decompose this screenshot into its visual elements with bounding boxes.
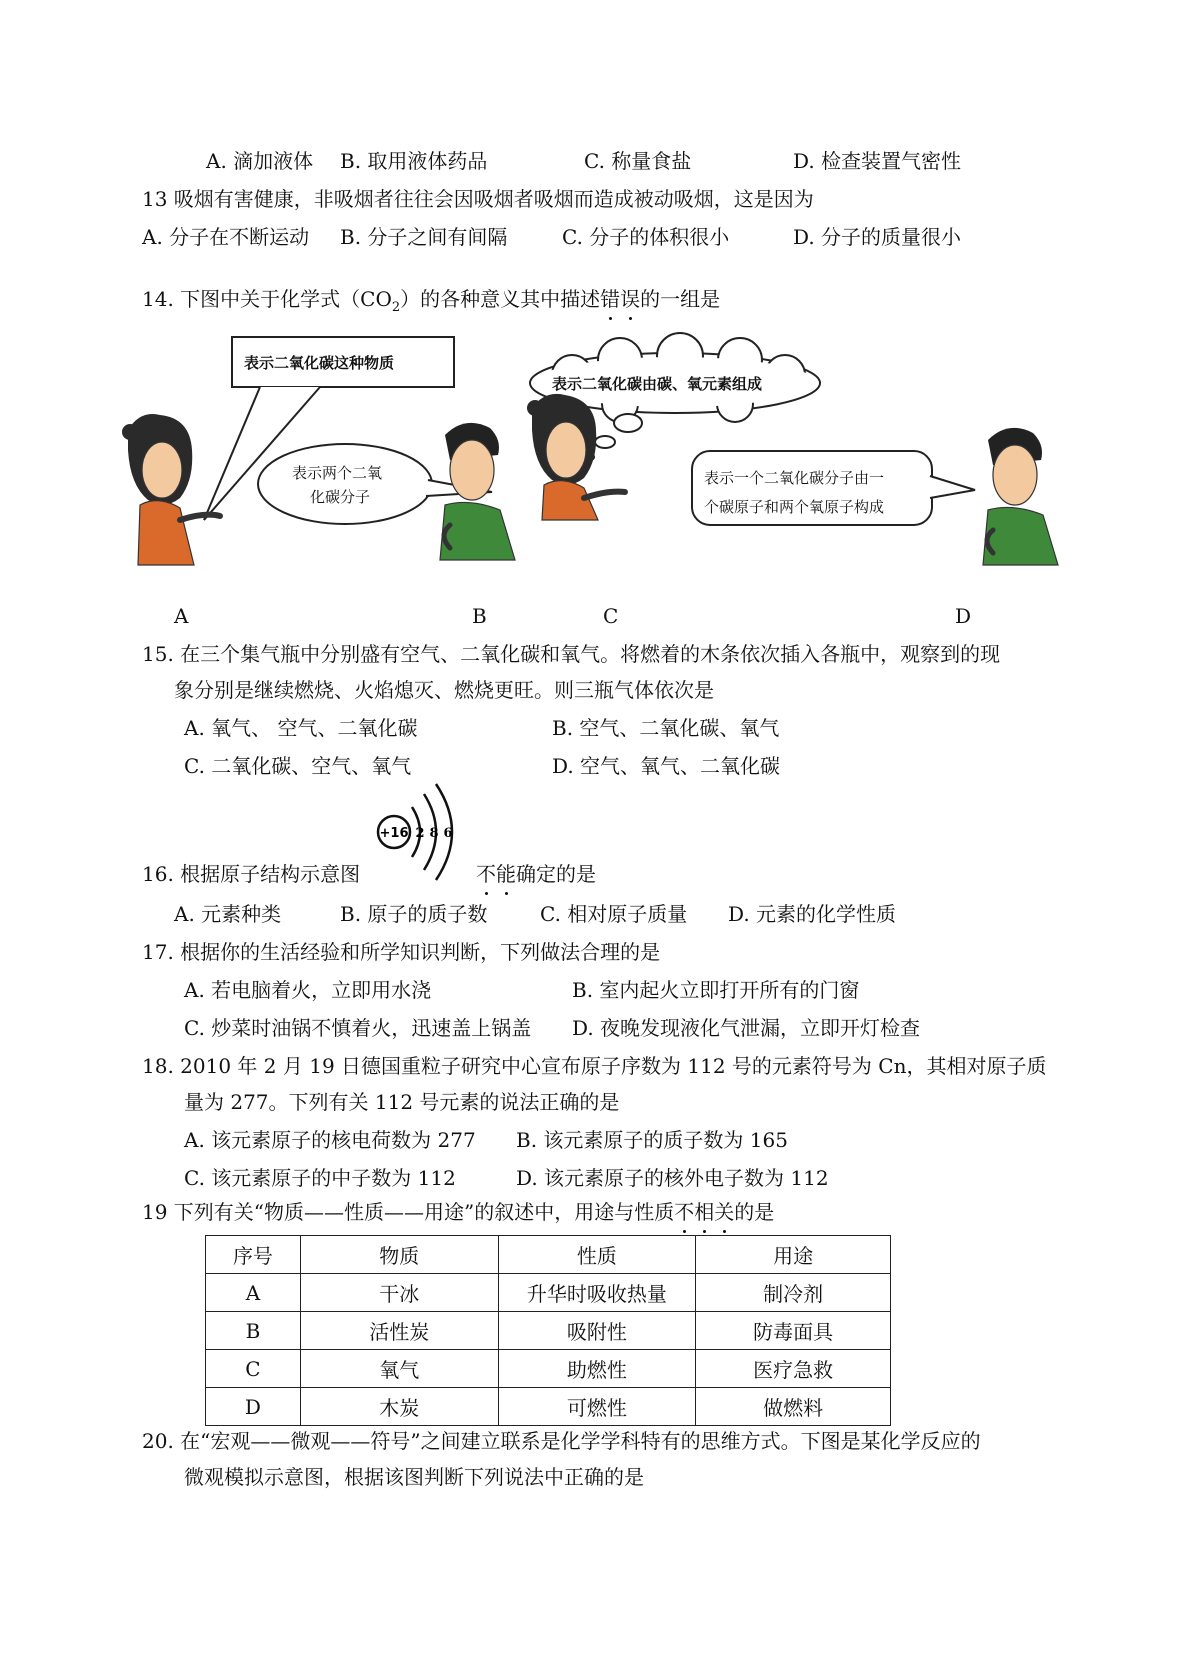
q12-option-b: B. 取用液体药品 — [340, 149, 488, 173]
q12-option-a: A. 滴加液体 — [206, 149, 314, 173]
q14-stem-suffix: 的一组是 — [640, 287, 721, 311]
q20-stem-line2: 微观模拟示意图，根据该图判断下列说法中正确的是 — [184, 1465, 644, 1489]
q19-stem — [142, 1198, 774, 1226]
bubble-a-text: 表示二氧化碳这种物质 — [244, 354, 395, 372]
bubble-b-text-1: 表示两个二氧 — [292, 464, 383, 482]
table-header-cell: 序号 — [206, 1236, 301, 1274]
q19-stem-prefix: 19 下列有关“物质——性质——用途”的叙述中，用途与性质 — [142, 1200, 675, 1224]
q14-emph-2: 误 — [620, 287, 641, 311]
q14-emph-1: 错 — [600, 287, 621, 311]
table-header-cell: 物质 — [300, 1236, 498, 1274]
table-cell: 升华时吸收热量 — [498, 1274, 696, 1312]
q15-option-d: D. 空气、氧气、二氧化碳 — [552, 754, 781, 778]
q18-option-b: B. 该元素原子的质子数为 165 — [516, 1128, 788, 1152]
q16-option-b: B. 原子的质子数 — [340, 902, 488, 926]
table-header-cell: 性质 — [498, 1236, 696, 1274]
table-cell: 可燃性 — [498, 1388, 696, 1426]
girl-figure-a — [122, 414, 220, 565]
q15-option-c: C. 二氧化碳、空气、氧气 — [184, 754, 412, 778]
table-cell: 木炭 — [300, 1388, 498, 1426]
q12-option-d: D. 检查装置气密性 — [793, 149, 962, 173]
table-row — [206, 1388, 891, 1426]
bubble-b-ellipse — [258, 444, 432, 524]
q16-option-a: A. 元素种类 — [174, 902, 282, 926]
table-cell: 活性炭 — [300, 1312, 498, 1350]
q20-stem-line1: 20. 在“宏观——微观——符号”之间建立联系是化学学科特有的思维方式。下图是某化学反应的 — [142, 1429, 981, 1453]
q13-option-c: C. 分子的体积很小 — [562, 225, 730, 249]
table-cell: A — [206, 1274, 301, 1312]
table-row — [206, 1274, 891, 1312]
q14-label-d: D — [955, 604, 972, 628]
q14-stem — [142, 285, 720, 313]
q14-stem-prefix: 14. 下图中关于化学式（CO — [142, 287, 392, 311]
table-row — [206, 1350, 891, 1388]
q19-emph-1: 不 — [674, 1200, 695, 1224]
bubble-d-text-1: 表示一个二氧化碳分子由一 — [704, 469, 885, 487]
q19-stem-suffix: 的是 — [734, 1200, 775, 1224]
q15-stem-line2: 象分别是继续燃烧、火焰熄灭、燃烧更旺。则三瓶气体依次是 — [174, 678, 714, 702]
q14-illustration — [120, 320, 1080, 590]
q13-option-a: A. 分子在不断运动 — [142, 225, 310, 249]
q17-option-b: B. 室内起火立即打开所有的门窗 — [572, 978, 860, 1002]
table-header-cell: 用途 — [696, 1236, 891, 1274]
table-cell: 医疗急救 — [696, 1350, 891, 1388]
q18-option-d: D. 该元素原子的核外电子数为 112 — [516, 1166, 829, 1190]
table-cell: 助燃性 — [498, 1350, 696, 1388]
q16-stem-suffix: 确定的是 — [516, 862, 596, 886]
q18-stem-line2: 量为 277。下列有关 112 号元素的说法正确的是 — [184, 1090, 620, 1114]
bubble-b-text-2: 化碳分子 — [310, 488, 371, 506]
table-cell: B — [206, 1312, 301, 1350]
q17-option-c: C. 炒菜时油锅不慎着火，迅速盖上锅盖 — [184, 1016, 532, 1040]
q16-stem-prefix: 16. 根据原子结构示意图 — [142, 862, 361, 886]
q16-emph-2: 能 — [496, 862, 516, 886]
atom-nucleus-label: +16 — [379, 826, 409, 841]
q19-emph-3: 关 — [714, 1200, 735, 1224]
table-row — [206, 1312, 891, 1350]
q14-label-b: B — [472, 604, 487, 628]
atom-structure-diagram — [372, 782, 472, 882]
q13-stem: 13 吸烟有害健康，非吸烟者往往会因吸烟者吸烟而造成被动吸烟，这是因为 — [142, 187, 814, 211]
q18-option-a: A. 该元素原子的核电荷数为 277 — [184, 1128, 476, 1152]
q18-stem-line1: 18. 2010 年 2 月 19 日德国重粒子研究中心宣布原子序数为 112 号的元素符号为 Cn，其相对原子质 — [142, 1054, 1047, 1078]
q13-option-d: D. 分子的质量很小 — [793, 225, 962, 249]
table-cell: 防毒面具 — [696, 1312, 891, 1350]
table-cell: 做燃料 — [696, 1388, 891, 1426]
q17-option-d: D. 夜晚发现液化气泄漏，立即开灯检查 — [572, 1016, 921, 1040]
table-cell: D — [206, 1388, 301, 1426]
q19-emph-2: 相 — [694, 1200, 715, 1224]
boy-figure-d — [983, 428, 1058, 565]
table-header-row — [206, 1236, 891, 1274]
table-cell: C — [206, 1350, 301, 1388]
q14-stem-sub: 2 — [391, 300, 401, 315]
q15-stem-line1: 15. 在三个集气瓶中分别盛有空气、二氧化碳和氧气。将燃着的木条依次插入各瓶中，观察到的现 — [142, 642, 1001, 666]
q14-label-c: C — [603, 604, 619, 628]
table-cell: 制冷剂 — [696, 1274, 891, 1312]
q16-emph-1: 不 — [476, 862, 496, 886]
table-cell: 吸附性 — [498, 1312, 696, 1350]
atom-shell-1-count: 2 — [415, 826, 425, 841]
atom-shell-3-count: 6 — [443, 826, 453, 841]
bubble-c-text: 表示二氧化碳由碳、氧元素组成 — [552, 375, 763, 393]
q18-option-c: C. 该元素原子的中子数为 112 — [184, 1166, 456, 1190]
q15-option-b: B. 空气、二氧化碳、氧气 — [552, 716, 780, 740]
q16-option-d: D. 元素的化学性质 — [728, 902, 897, 926]
table-cell: 干冰 — [300, 1274, 498, 1312]
q13-option-b: B. 分子之间有间隔 — [340, 225, 508, 249]
q19-table — [205, 1235, 891, 1426]
bubble-d-text-2: 个碳原子和两个氧原子构成 — [704, 498, 885, 516]
q17-option-a: A. 若电脑着火，立即用水浇 — [184, 978, 432, 1002]
q12-option-c: C. 称量食盐 — [584, 149, 692, 173]
q16-stem-rest — [476, 860, 596, 888]
atom-shell-2-count: 8 — [429, 826, 439, 841]
q15-option-a: A. 氧气、 空气、二氧化碳 — [184, 716, 418, 740]
q16-option-c: C. 相对原子质量 — [540, 902, 688, 926]
table-cell: 氧气 — [300, 1350, 498, 1388]
q17-stem: 17. 根据你的生活经验和所学知识判断，下列做法合理的是 — [142, 940, 661, 964]
q14-stem-mid: ）的各种意义其中描述 — [400, 287, 601, 311]
bubble-d-tail — [930, 476, 975, 498]
q14-label-a: A — [174, 604, 189, 628]
